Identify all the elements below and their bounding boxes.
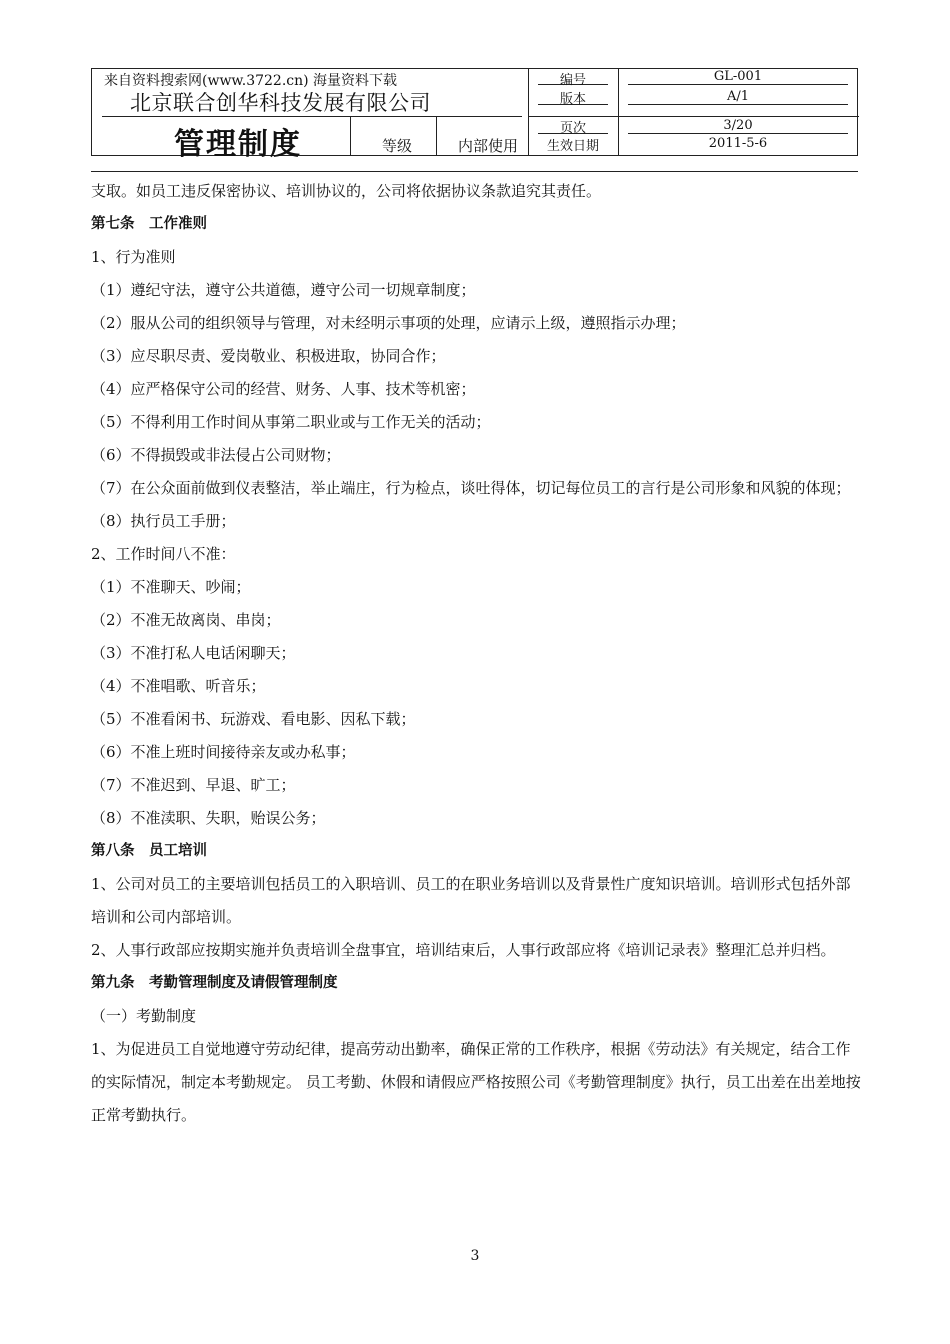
list-item: （5）不准看闲书、玩游戏、看电影、因私下载； — [91, 710, 416, 728]
field-label-page: 页次 — [559, 121, 586, 136]
list-item: （2）不准无故离岗、串岗； — [91, 611, 281, 629]
list-item: （3）不准打私人电话闲聊天； — [91, 644, 296, 662]
field-label-version: 版本 — [559, 92, 586, 107]
field-value-page: 3/20 — [723, 118, 753, 133]
field-label-effective-date: 生效日期 — [546, 139, 599, 154]
list-item: （4）应严格保守公司的经营、财务、人事、技术等机密； — [91, 380, 476, 398]
header-divider — [618, 69, 619, 155]
header-divider — [628, 104, 848, 105]
header-divider — [102, 116, 522, 117]
list-item: （1）不准聊天、吵闹； — [91, 578, 251, 596]
paragraph: 2、人事行政部应按期实施并负责培训全盘事宜，培训结束后，人事行政部应将《培训记录表》整理汇总并归档。 — [91, 941, 836, 959]
list-item: （1）遵纪守法，遵守公共道德，遵守公司一切规章制度； — [91, 281, 476, 299]
list-item: （3）应尽职尽责、爱岗敬业、积极进取，协同合作； — [91, 347, 446, 365]
document-title: 管理制度 — [174, 127, 302, 162]
article-heading: 第八条 员工培训 — [91, 843, 207, 859]
list-item: （8）执行员工手册； — [91, 512, 236, 530]
company-name: 北京联合创华科技发展有限公司 — [130, 91, 431, 115]
field-value-number: GL-001 — [713, 69, 763, 84]
list-item: （2）服从公司的组织领导与管理，对未经明示事项的处理，应请示上级，遵照指示办理； — [91, 314, 686, 332]
header-divider — [528, 69, 529, 155]
header-divider — [350, 117, 351, 155]
section-heading: （一）考勤制度 — [91, 1007, 197, 1025]
list-item: （7）不准迟到、早退、旷工； — [91, 776, 296, 794]
list-item: （7）在公众面前做到仪表整洁，举止端庄，行为检点，谈吐得体，切记每位员工的言行是公司形象和风貌的体现； — [91, 479, 851, 497]
grade-value: 内部使用 — [457, 137, 518, 155]
list-item: （6）不得损毁或非法侵占公司财物； — [91, 446, 341, 464]
paragraph: 1、为促进员工自觉地遵守劳动纪律，提高劳动出勤率，确保正常的工作秩序，根据《劳动法》有关规定，结合工作的实际情况，制定本考勤规定。 员工考勤、休假和请假应严格按照公司《考勤管理制度》执行，员工出差在出差地按正常考勤执行。 — [91, 1040, 861, 1124]
paragraph: 支取。如员工违反保密协议、培训协议的，公司将依据协议条款追究其责任。 — [91, 182, 602, 200]
header-divider — [436, 117, 437, 155]
list-item: （6）不准上班时间接待亲友或办私事； — [91, 743, 356, 761]
page-number: 3 — [470, 1248, 480, 1264]
header-rule — [91, 171, 858, 172]
list-item: （8）不准渎职、失职，贻误公务； — [91, 809, 326, 827]
article-heading: 第九条 考勤管理制度及请假管理制度 — [91, 975, 338, 991]
article-heading: 第七条 工作准则 — [91, 216, 207, 232]
list-item: （4）不准唱歌、听音乐； — [91, 677, 266, 695]
header-divider — [628, 133, 848, 134]
field-value-effective-date: 2011-5-6 — [708, 136, 768, 151]
header-divider — [628, 84, 848, 85]
field-label-number: 编号 — [559, 73, 586, 88]
field-value-version: A/1 — [726, 89, 750, 104]
document-body — [91, 175, 861, 1132]
list-item: （5）不得利用工作时间从事第二职业或与工作无关的活动； — [91, 413, 491, 431]
paragraph: 1、公司对员工的主要培训包括员工的入职培训、员工的在职业务培训以及背景性广度知识培训。培训形式包括外部培训和公司内部培训。 — [91, 875, 851, 926]
grade-label: 等级 — [381, 137, 412, 155]
section-heading: 1、行为准则 — [91, 248, 176, 266]
section-heading: 2、工作时间八不准： — [91, 545, 236, 563]
source-line: 来自资料搜索网(www.3722.cn) 海量资料下载 — [104, 73, 398, 89]
document-header — [91, 68, 858, 162]
